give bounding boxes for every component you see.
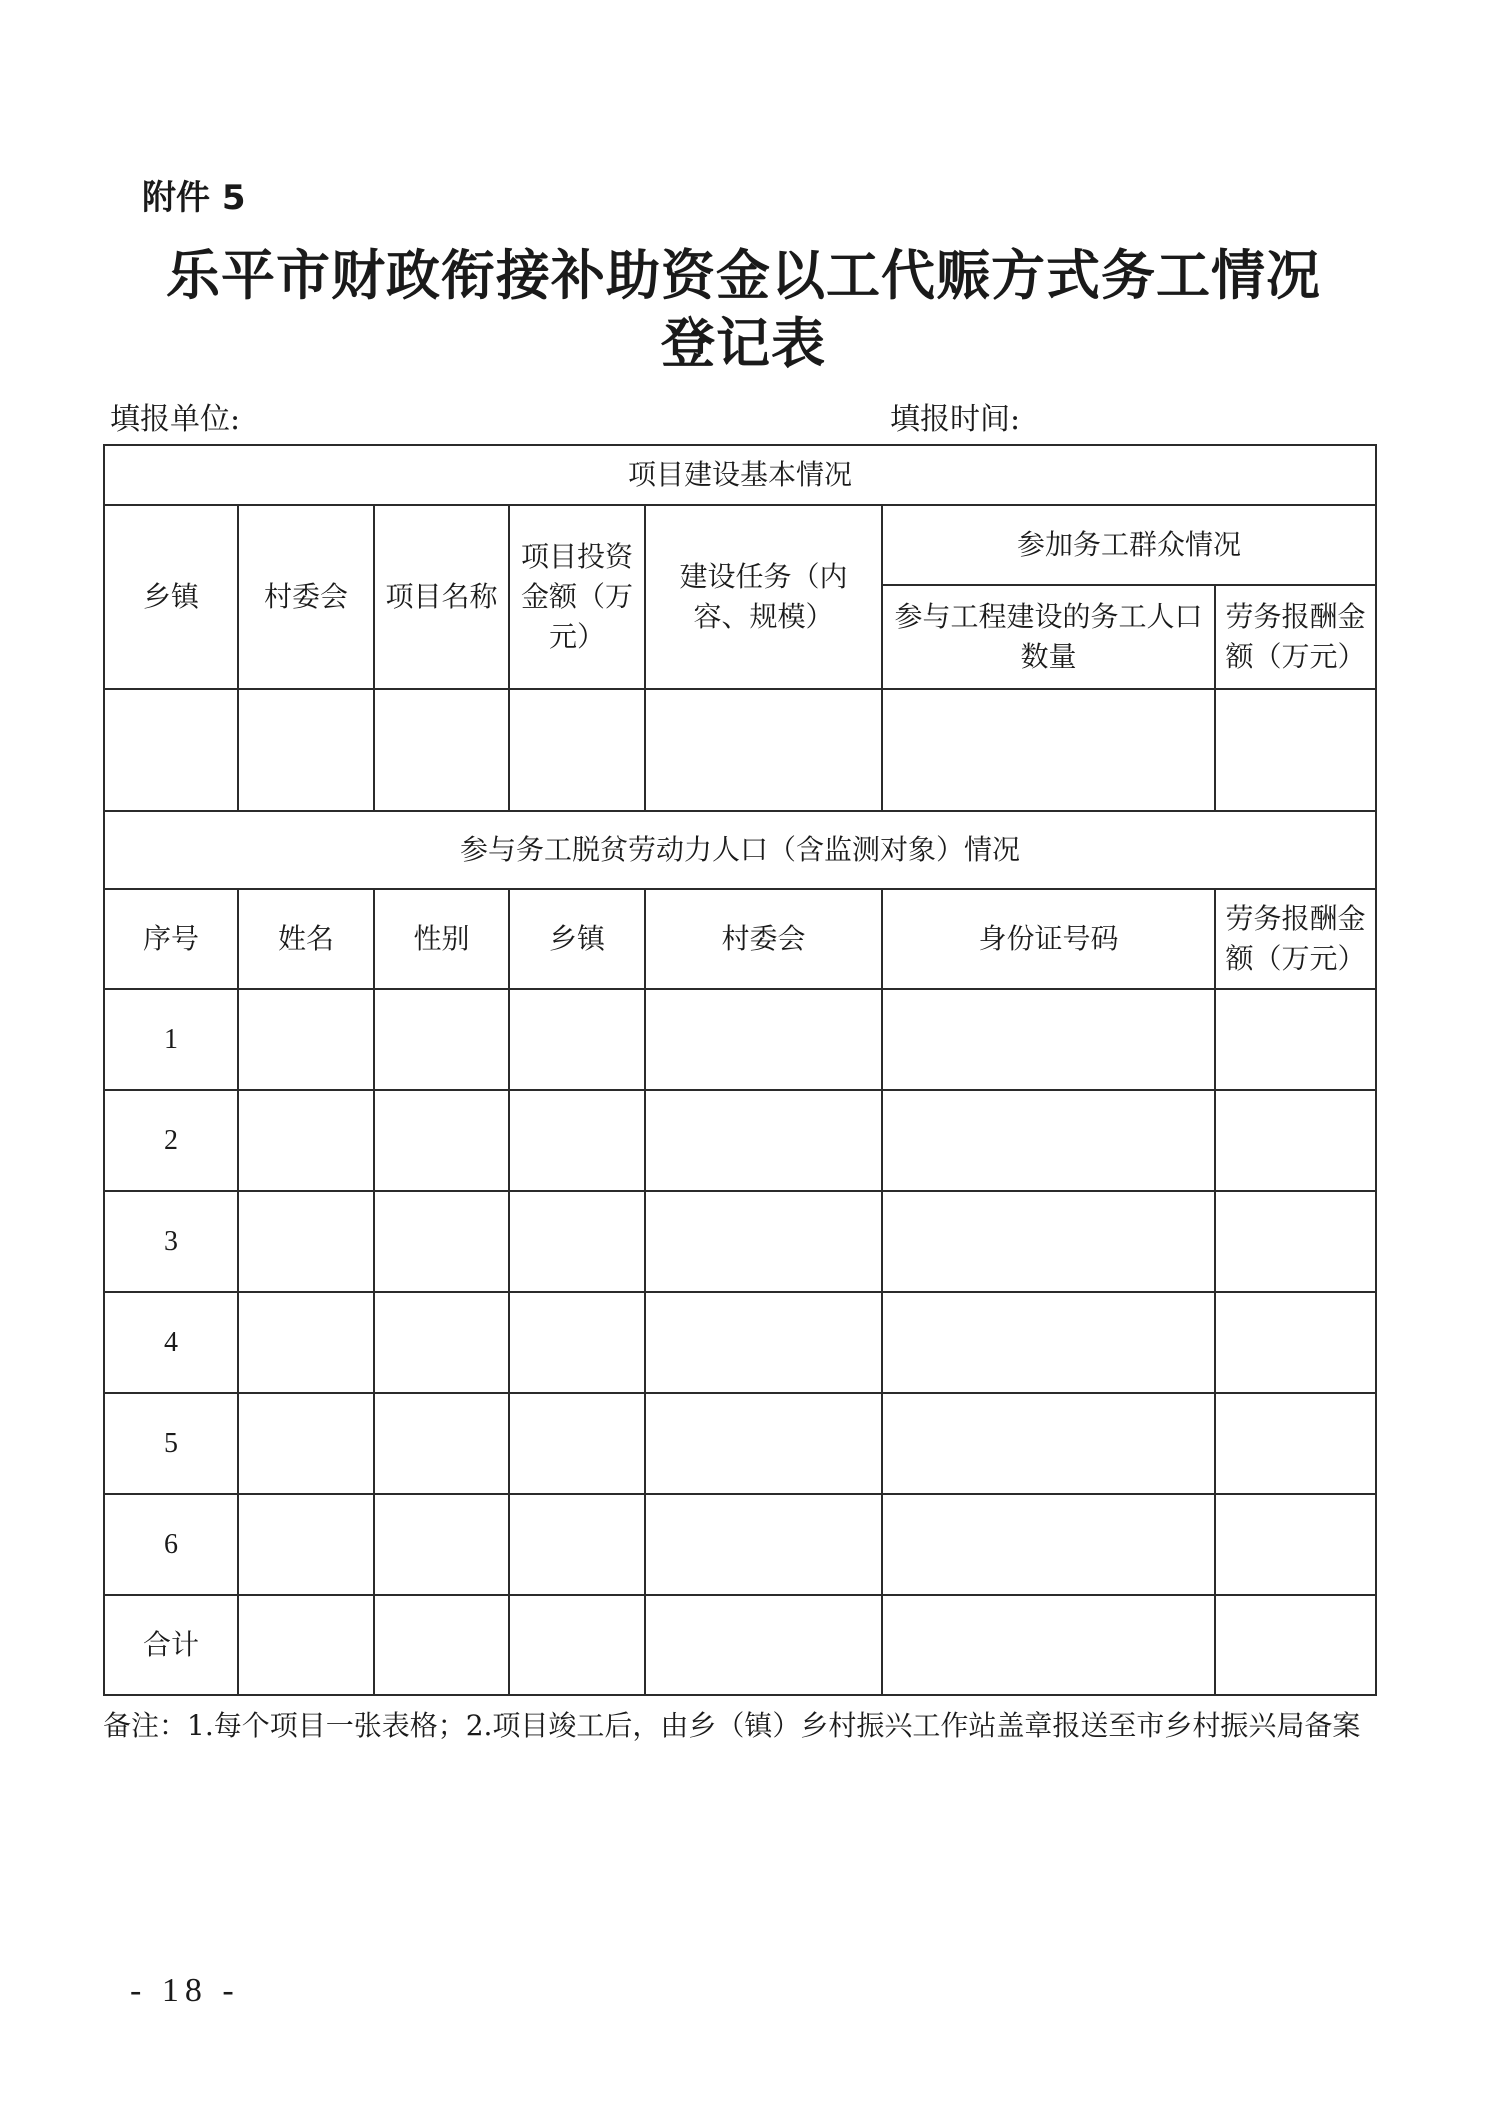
footnote: 备注：1.每个项目一张表格；2.项目竣工后，由乡（镇）乡村振兴工作站盖章报送至市乡村振兴局备案 bbox=[103, 1709, 1361, 1742]
table-cell bbox=[1215, 1090, 1376, 1191]
table-cell bbox=[374, 1494, 509, 1595]
table-cell bbox=[645, 1191, 882, 1292]
col-town: 乡镇 bbox=[509, 889, 645, 989]
section2-heading: 参与务工脱贫劳动力人口（含监测对象）情况 bbox=[104, 811, 1376, 889]
table-cell bbox=[1215, 689, 1376, 811]
table-cell bbox=[882, 1292, 1215, 1393]
row-seq: 2 bbox=[104, 1090, 238, 1191]
fill-time-label: 填报时间: bbox=[890, 402, 1021, 437]
table-cell bbox=[374, 689, 509, 811]
table-cell bbox=[645, 989, 882, 1090]
table-cell bbox=[509, 989, 645, 1090]
table-cell bbox=[882, 1393, 1215, 1494]
table-cell bbox=[374, 1090, 509, 1191]
table-cell bbox=[882, 1090, 1215, 1191]
col-tasks: 建设任务（内容、规模） bbox=[645, 505, 882, 689]
total-label: 合计 bbox=[104, 1595, 238, 1695]
table-cell bbox=[374, 1393, 509, 1494]
col-gender: 性别 bbox=[374, 889, 509, 989]
col-project-name: 项目名称 bbox=[374, 505, 509, 689]
col-investment: 项目投资金额（万元） bbox=[509, 505, 645, 689]
table-cell bbox=[509, 1393, 645, 1494]
table-cell bbox=[238, 689, 374, 811]
table-cell bbox=[882, 1191, 1215, 1292]
table-cell bbox=[1215, 1494, 1376, 1595]
table-cell bbox=[882, 1494, 1215, 1595]
table-cell bbox=[509, 1595, 645, 1695]
table-cell bbox=[374, 989, 509, 1090]
table-cell bbox=[238, 1292, 374, 1393]
row-seq: 4 bbox=[104, 1292, 238, 1393]
table-row bbox=[104, 1090, 1376, 1191]
table-cell bbox=[509, 1292, 645, 1393]
row-seq: 6 bbox=[104, 1494, 238, 1595]
table-cell bbox=[509, 1494, 645, 1595]
table-cell bbox=[1215, 1393, 1376, 1494]
table-cell bbox=[645, 1090, 882, 1191]
table-row bbox=[104, 989, 1376, 1090]
table-cell bbox=[645, 1292, 882, 1393]
table-cell bbox=[238, 1595, 374, 1695]
table-cell bbox=[509, 689, 645, 811]
table-cell bbox=[1215, 989, 1376, 1090]
project-data-row bbox=[104, 689, 1376, 811]
attachment-label: 附件 5 bbox=[142, 178, 246, 218]
table-row bbox=[104, 1191, 1376, 1292]
table-cell bbox=[238, 1494, 374, 1595]
table-cell bbox=[645, 1595, 882, 1695]
table-cell bbox=[374, 1595, 509, 1695]
row-seq: 3 bbox=[104, 1191, 238, 1292]
fill-unit-label: 填报单位: bbox=[110, 402, 241, 437]
table-cell bbox=[645, 1393, 882, 1494]
table-cell bbox=[882, 689, 1215, 811]
registration-table bbox=[103, 444, 1377, 1696]
table-cell bbox=[104, 689, 238, 811]
table-cell bbox=[374, 1292, 509, 1393]
table-cell bbox=[1215, 1191, 1376, 1292]
col-name: 姓名 bbox=[238, 889, 374, 989]
table-cell bbox=[238, 1191, 374, 1292]
col-committee: 村委会 bbox=[238, 505, 374, 689]
table-cell bbox=[509, 1191, 645, 1292]
section2-header-row bbox=[104, 889, 1376, 989]
table-cell bbox=[645, 1494, 882, 1595]
col-town: 乡镇 bbox=[104, 505, 238, 689]
table-row bbox=[104, 1393, 1376, 1494]
table-cell bbox=[882, 989, 1215, 1090]
page-number: - 18 - bbox=[130, 1972, 240, 2009]
col-seq: 序号 bbox=[104, 889, 238, 989]
col-remuneration: 劳务报酬金额（万元） bbox=[1215, 889, 1376, 989]
total-row bbox=[104, 1595, 1376, 1695]
table-cell bbox=[1215, 1292, 1376, 1393]
document-title-line2: 登记表 bbox=[661, 312, 826, 375]
document-title: 乐平市财政衔接补助资金以工代赈方式务工情况 bbox=[166, 244, 1321, 307]
table-cell bbox=[645, 689, 882, 811]
table-row bbox=[104, 1494, 1376, 1595]
row-seq: 5 bbox=[104, 1393, 238, 1494]
table-cell bbox=[238, 989, 374, 1090]
section1-heading: 项目建设基本情况 bbox=[104, 445, 1376, 505]
table-cell bbox=[882, 1595, 1215, 1695]
col-worker-count: 参与工程建设的务工人口数量 bbox=[882, 585, 1215, 689]
col-committee: 村委会 bbox=[645, 889, 882, 989]
col-id-number: 身份证号码 bbox=[882, 889, 1215, 989]
col-remuneration: 劳务报酬金额（万元） bbox=[1215, 585, 1376, 689]
participants-group-header: 参加务工群众情况 bbox=[882, 505, 1376, 585]
table-cell bbox=[1215, 1595, 1376, 1695]
table-cell bbox=[374, 1191, 509, 1292]
table-cell bbox=[509, 1090, 645, 1191]
table-cell bbox=[238, 1090, 374, 1191]
table-row bbox=[104, 1292, 1376, 1393]
table-cell bbox=[238, 1393, 374, 1494]
row-seq: 1 bbox=[104, 989, 238, 1090]
